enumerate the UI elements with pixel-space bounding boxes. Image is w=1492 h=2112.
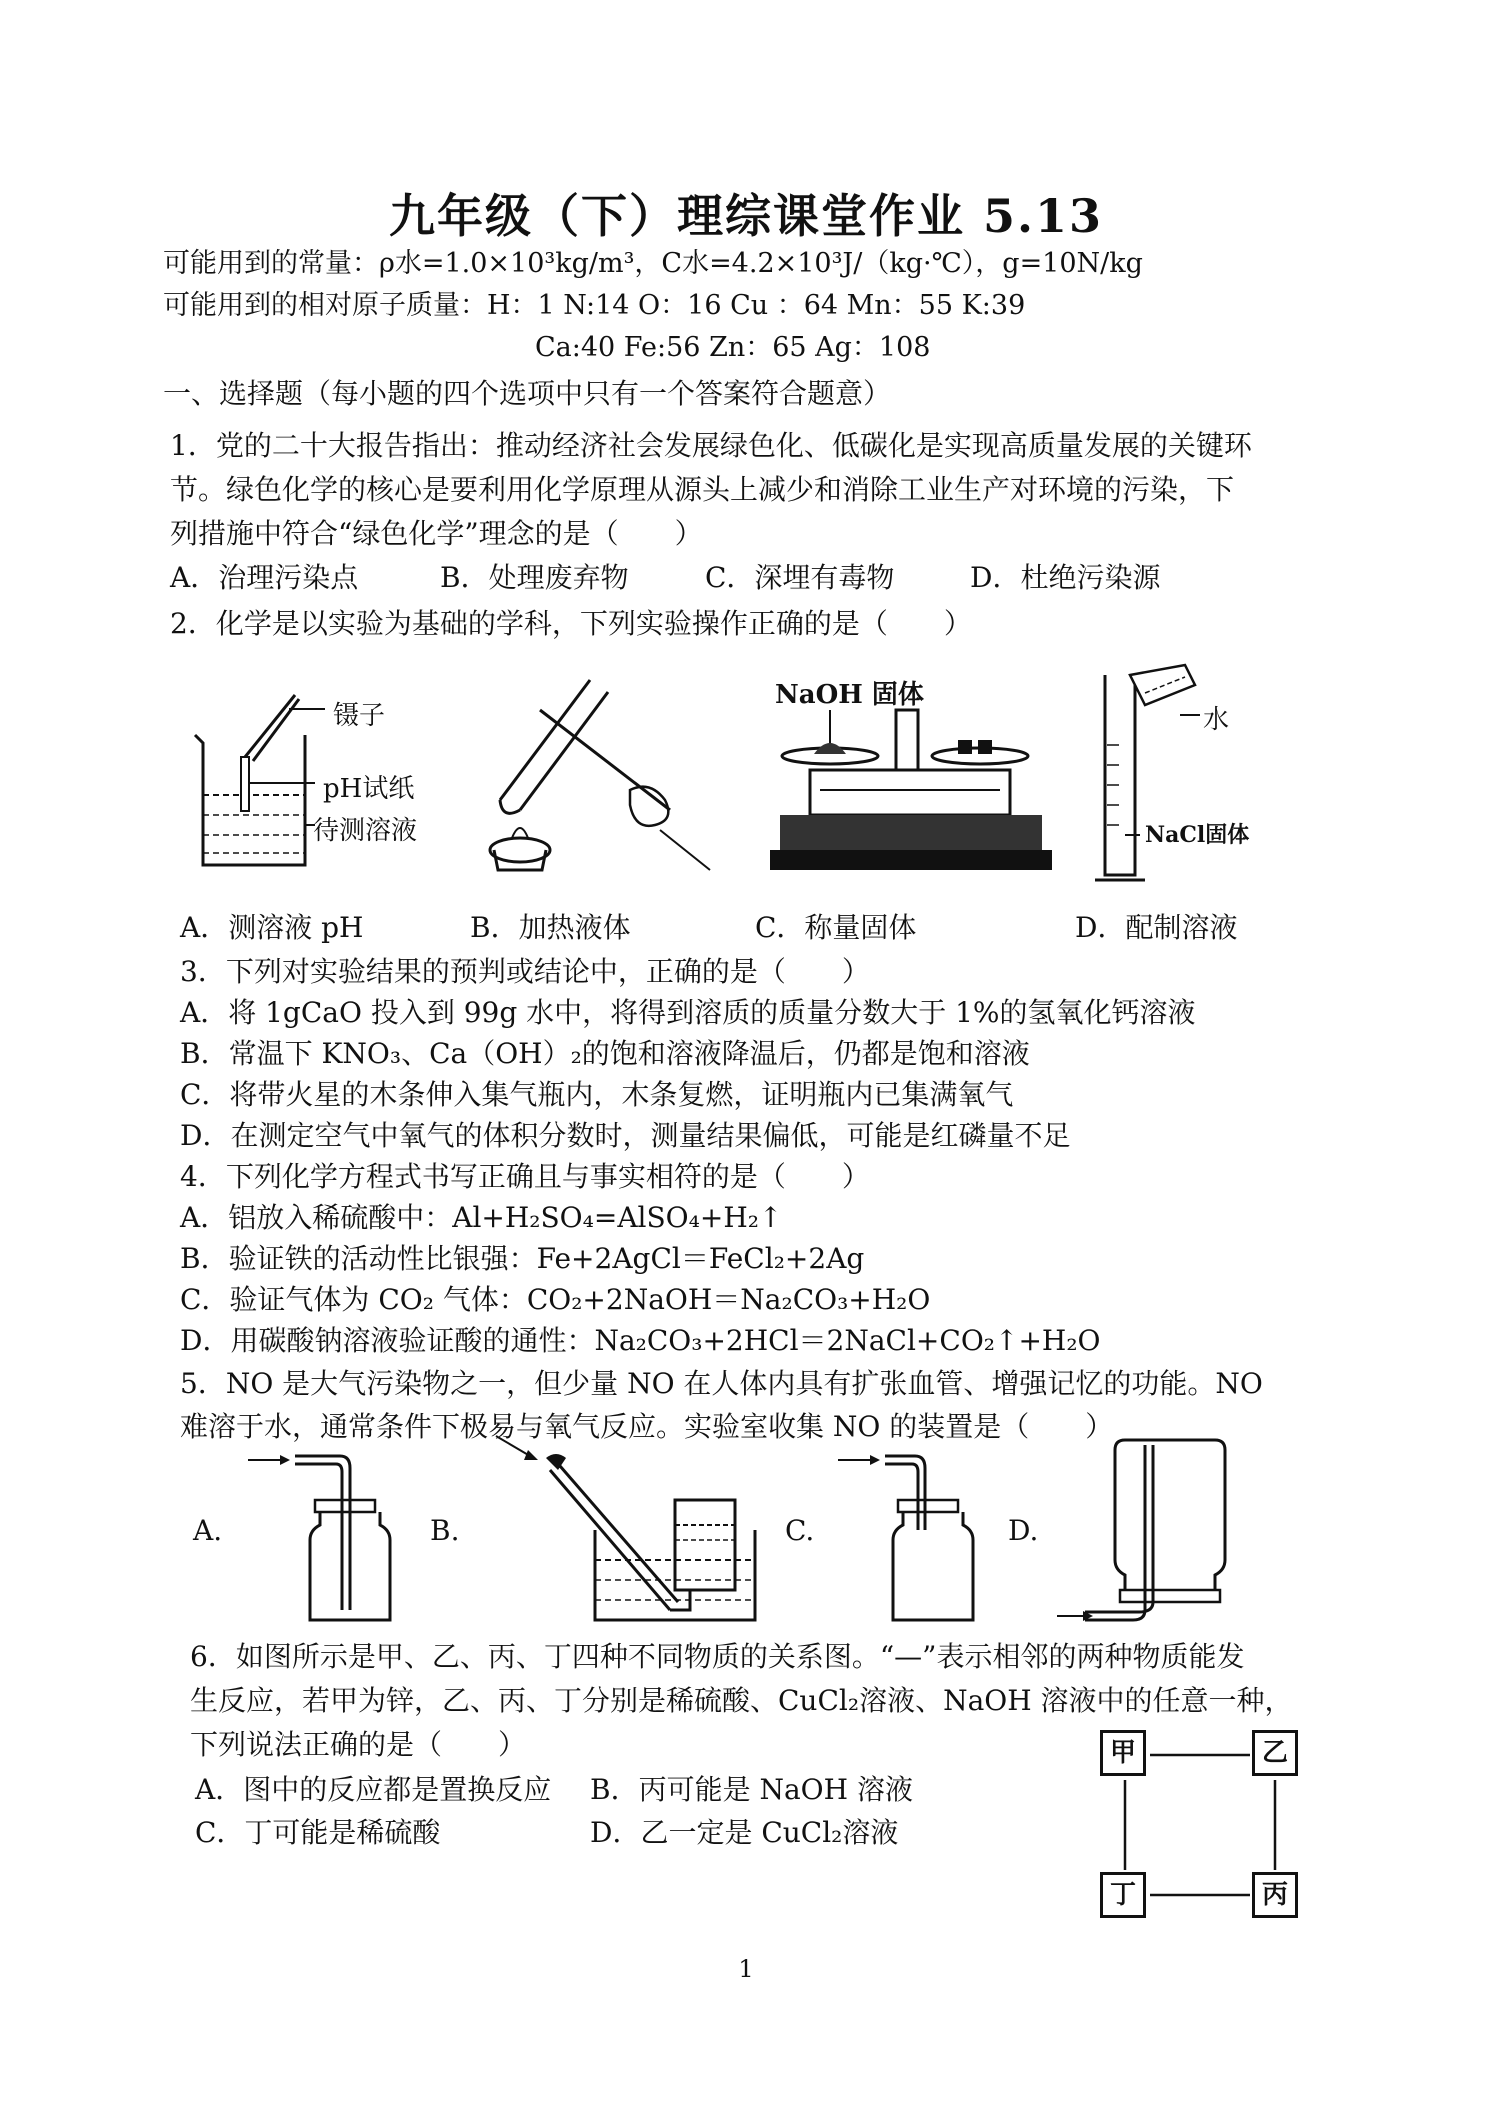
water-trough-diagram	[490, 1430, 760, 1630]
q6-stem-line3: 下列说法正确的是（ ）	[190, 1728, 527, 1761]
q2-stem: 2．化学是以实验为基础的学科，下列实验操作正确的是（ ）	[170, 607, 972, 640]
q5-option-d-label: D.	[1008, 1514, 1039, 1547]
q3-stem: 3．下列对实验结果的预判或结论中，正确的是（ ）	[180, 955, 870, 988]
bottle-short-tube-diagram	[830, 1440, 1000, 1630]
inverted-bottle-diagram	[1055, 1430, 1235, 1630]
q2-figure-b	[480, 660, 720, 890]
page-number: 1	[738, 1955, 754, 1983]
q2-figure-c	[770, 670, 1070, 885]
label-naoh-solid: NaOH 固体	[775, 680, 924, 710]
q6-option-c: C．丁可能是稀硫酸	[195, 1816, 441, 1849]
q2-figure-d	[1085, 655, 1285, 890]
q4-stem: 4．下列化学方程式书写正确且与事实相符的是（ ）	[180, 1160, 870, 1193]
q4-option-c: C．验证气体为 CO₂ 气体：CO₂+2NaOH＝Na₂CO₃+H₂O	[180, 1283, 931, 1316]
q3-option-c: C．将带火星的木条伸入集气瓶内，木条复燃，证明瓶内已集满氧气	[180, 1078, 1014, 1111]
q1-option-b: B．处理废弃物	[440, 561, 629, 594]
label-test-solution: 待测溶液	[313, 816, 418, 846]
q1-option-c: C．深埋有毒物	[705, 561, 895, 594]
q4-option-b: B．验证铁的活动性比银强：Fe+2AgCl＝FeCl₂+2Ag	[180, 1242, 865, 1275]
q5-apparatus-d	[1055, 1430, 1235, 1630]
atomic-mass-line-2: Ca:40 Fe:56 Zn：65 Ag：108	[535, 332, 931, 363]
q4-option-a: A．铝放入稀硫酸中：Al+H₂SO₄=AlSO₄+H₂↑	[180, 1201, 783, 1234]
q5-apparatus-b	[490, 1430, 760, 1630]
q4-option-d: D．用碳酸钠溶液验证酸的通性：Na₂CO₃+2HCl＝2NaCl+CO₂↑+H₂O	[180, 1324, 1101, 1357]
q1-stem-line3: 列措施中符合“绿色化学”理念的是（ ）	[170, 517, 703, 550]
section-heading: 一、选择题（每小题的四个选项中只有一个答案符合题意）	[163, 377, 892, 410]
q2-option-a: A．测溶液 pH	[180, 911, 364, 944]
q1-option-d: D．杜绝污染源	[970, 561, 1161, 594]
q6-option-d: D．乙一定是 CuCl₂溶液	[590, 1816, 899, 1849]
q5-stem-line2: 难溶于水，通常条件下极易与氧气反应。实验室收集 NO 的装置是（ ）	[180, 1410, 1114, 1443]
q5-option-b-label: B.	[430, 1514, 460, 1547]
q5-stem-line1: 5．NO 是大气污染物之一，但少量 NO 在人体内具有扩张血管、增强记忆的功能。NO	[180, 1367, 1263, 1400]
q3-option-a: A．将 1gCaO 投入到 99g 水中，将得到溶质的质量分数大于 1%的氢氧化钙溶液	[180, 996, 1196, 1029]
label-water: 水	[1203, 705, 1230, 735]
q1-stem-line2: 节。绿色化学的核心是要利用化学原理从源头上减少和消除工业生产对环境的污染，下	[170, 473, 1235, 506]
cylinder-diagram	[1085, 655, 1285, 890]
node-jia: 甲	[1100, 1730, 1146, 1776]
q5-apparatus-a	[240, 1440, 410, 1630]
atomic-mass-line: 可能用到的相对原子质量：H：1 N:14 O：16 Cu ：64 Mn：55 K:39	[163, 290, 1026, 321]
label-tweezers: 镊子	[333, 701, 386, 731]
q2-option-d: D．配制溶液	[1075, 911, 1238, 944]
q3-option-b: B．常温下 KNO₃、Ca（OH）₂的饱和溶液降温后，仍都是饱和溶液	[180, 1037, 1030, 1070]
q1-option-a: A．治理污染点	[170, 561, 359, 594]
q3-option-d: D．在测定空气中氧气的体积分数时，测量结果偏低，可能是红磷量不足	[180, 1119, 1071, 1152]
q6-option-b: B．丙可能是 NaOH 溶液	[590, 1773, 913, 1806]
bottle-long-tube-diagram	[240, 1440, 410, 1630]
q2-option-c: C．称量固体	[755, 911, 917, 944]
node-ding: 丁	[1100, 1872, 1146, 1918]
constants-line: 可能用到的常量：ρ水=1.0×10³kg/m³，C水=4.2×10³J/（kg·℃），g=10N/kg	[163, 248, 1143, 279]
label-nacl-solid: NaCl固体	[1145, 822, 1250, 848]
q5-option-a-label: A.	[193, 1514, 223, 1547]
node-yi: 乙	[1252, 1730, 1298, 1776]
q6-stem-line1: 6．如图所示是甲、乙、丙、丁四种不同物质的关系图。“—”表示相邻的两种物质能发	[190, 1640, 1245, 1673]
page-title: 九年级（下）理综课堂作业 5.13	[388, 189, 1104, 243]
q2-figure-a	[185, 665, 465, 885]
q6-option-a: A．图中的反应都是置换反应	[195, 1773, 552, 1806]
q6-stem-line2: 生反应，若甲为锌，乙、丙、丁分别是稀硫酸、CuCl₂溶液、NaOH 溶液中的任意一种，	[190, 1684, 1293, 1717]
q6-relation-diagram	[1100, 1725, 1310, 1925]
q2-option-b: B．加热液体	[470, 911, 631, 944]
label-ph-paper: pH试纸	[323, 774, 415, 804]
q5-apparatus-c	[830, 1440, 1000, 1630]
q1-stem-line1: 1．党的二十大报告指出：推动经济社会发展绿色化、低碳化是实现高质量发展的关键环	[170, 429, 1252, 462]
q5-option-c-label: C.	[785, 1514, 815, 1547]
node-bing: 丙	[1252, 1872, 1298, 1918]
heating-liquid-diagram	[480, 660, 720, 890]
